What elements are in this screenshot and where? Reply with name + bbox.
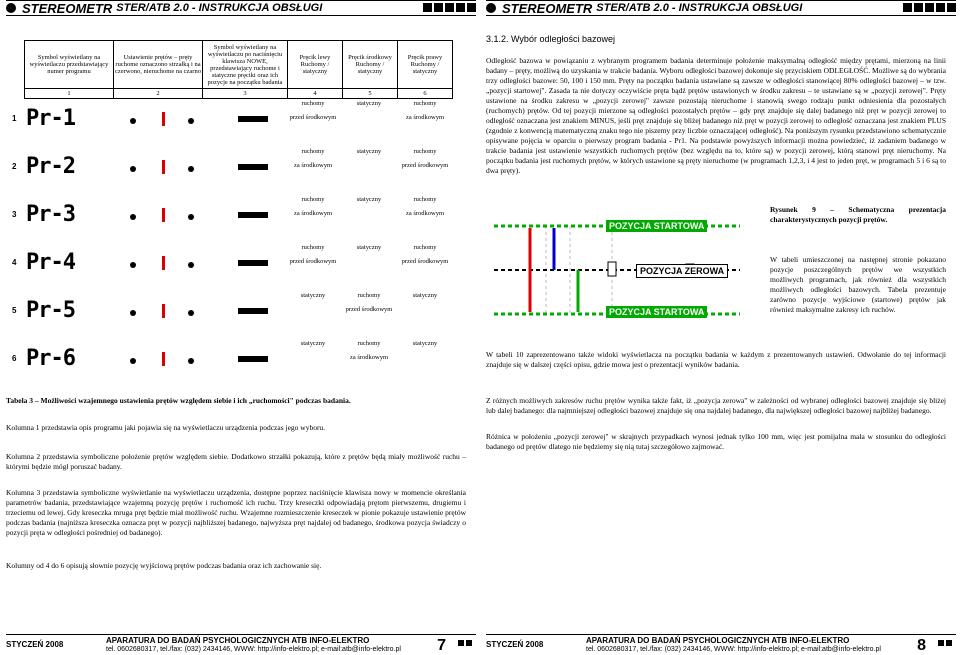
rod-marker — [188, 118, 194, 124]
footer-date: STYCZEŃ 2008 — [6, 640, 64, 649]
middle-pos: za środkowym — [349, 354, 389, 361]
rod-marker — [130, 118, 136, 124]
program-code: Pr-3 — [26, 202, 75, 227]
footer-squares-icon — [936, 640, 952, 648]
page-header — [6, 0, 476, 16]
right-page — [486, 0, 956, 655]
page-header — [486, 0, 956, 16]
row-number: 6 — [12, 354, 17, 363]
left-state: statyczny — [300, 292, 326, 299]
programs-table — [24, 40, 453, 99]
footer-contact: tel. 0602680317, tel./fax: (032) 2434146, WWW: http://info-elektro.pl; e-mail:atb@info-elektro.pl — [586, 646, 881, 653]
right-state: ruchomy — [413, 244, 437, 251]
right-pos: przed środkowym — [401, 162, 449, 169]
row-number: 5 — [12, 306, 17, 315]
label-start-bottom: POZYCJA STARTOWA — [606, 306, 707, 318]
col-num: 4 — [288, 89, 343, 99]
header-title: STEREOMETR — [22, 0, 113, 16]
rod-marker — [188, 310, 194, 316]
program-code: Pr-6 — [26, 346, 75, 371]
right-state: ruchomy — [413, 196, 437, 203]
table-row — [12, 288, 472, 336]
table-row — [12, 240, 472, 288]
left-pos: za środkowym — [293, 162, 333, 169]
header-subtitle: STER/ATB 2.0 - INSTRUKCJA OBSŁUGI — [116, 2, 323, 14]
header-squares-icon — [901, 0, 956, 17]
label-start-top: POZYCJA STARTOWA — [606, 220, 707, 232]
left-pos: przed środkowym — [289, 114, 337, 121]
display-bar — [238, 116, 268, 122]
table-row — [12, 192, 472, 240]
col-num: 2 — [114, 89, 203, 99]
col6-header: Pręcik prawy Ruchomy / statyczny — [398, 41, 453, 89]
label-zero: POZYCJA ZEROWA — [636, 264, 728, 278]
bullet-icon — [6, 3, 16, 13]
footer-company: APARATURA DO BADAŃ PSYCHOLOGICZNYCH ATB INFO-ELEKTRO — [586, 636, 850, 645]
col-num: 6 — [398, 89, 453, 99]
paragraph: Kolumna 1 przedstawia opis programu jaki pojawia się na wyświetlaczu urządzenia podczas jego wyboru. — [6, 423, 326, 432]
left-pos: za środkowym — [293, 210, 333, 217]
table-row — [12, 336, 472, 384]
left-state: ruchomy — [301, 244, 325, 251]
paragraph: Kolumna 3 przedstawia symboliczne wyświetlanie na wyświetlaczu urządzenia, dostępne poprzez naciśnięcie klawisza nowy w momencie określania parametrów badania, przedstawiające wzajemną pozycję prętów i ruchomość ich ruchu. Trzy kreseczki odpowiadają prętom pierwszemu, drugiemu i trzeciemu od lewej. Gdy kreseczka mruga pręt będzie miał możliwość ruchu. Wzajemne rozmieszczenie kreseczek w pionie pokazuje ustawienie prętów podczas badania (najniższa kreseczka oznacza pręt w pozycji najbliższej badanego, najwyższa pręt najdalej od badanego, środkowa pozycja świadczy o pozycji pręta w odległości pośredniej od badanego). — [6, 488, 466, 537]
right-pos: przed środkowym — [401, 258, 449, 265]
rod-marker — [130, 310, 136, 316]
col-num: 1 — [25, 89, 114, 99]
rod-marker — [162, 256, 165, 270]
rod-marker — [162, 160, 165, 174]
rod-marker — [130, 214, 136, 220]
row-number: 4 — [12, 258, 17, 267]
page-footer — [486, 634, 956, 655]
right-state: ruchomy — [413, 148, 437, 155]
col3-header: Symbol wyświetlany na wyświetlaczu po naciśnięciu klawisza NOWE, przedstawiający ruchome i statyczne pręciki oraz ich pozycje na początku badania — [203, 41, 288, 89]
right-pos: za środkowym — [405, 114, 445, 121]
page-number: 8 — [917, 637, 926, 654]
table-caption: Tabela 3 – Możliwości wzajemnego ustawienia prętów względem siebie i ich „ruchomości" podczas badania. — [6, 396, 351, 405]
table-row — [12, 96, 472, 144]
paragraph: Różnica w położeniu „pozycji zerowej" w skrajnych przypadkach wynosi jednak tylko 100 mm, więc jest pomijalna mała w stosunku do odległości badanego od prętów dlatego nie będziemy się nią tutaj szczegółowo zajmować. — [486, 432, 946, 451]
page-number: 7 — [437, 637, 446, 654]
header-squares-icon — [421, 0, 476, 17]
left-state: ruchomy — [301, 100, 325, 107]
paragraph: W tabeli 10 zaprezentowano także widoki wyświetlacza na początku badania w każdym z prezentowanych ustawień. Odwołanie do tej informacji znajduje się w dalszej części opisu, gdzie mowa jest o prezentacji wyników badania. — [486, 350, 946, 369]
display-bar — [238, 212, 268, 218]
right-pos: za środkowym — [405, 210, 445, 217]
paragraph: W tabeli umieszczonej na następnej stronie pokazano pozycje poszczególnych prętów we wszystkich możliwych programach, jak również dla wszystkich możliwych odległości bazowych. Tabela prezentuje zarówno pozycje wyjściowe (startowe) prętów jak również maksymalne zakresy ich ruchów. — [770, 255, 946, 314]
col-num: 5 — [343, 89, 398, 99]
middle-state: statyczny — [356, 244, 382, 251]
middle-state: statyczny — [356, 100, 382, 107]
left-pos: przed środkowym — [289, 258, 337, 265]
footer-company: APARATURA DO BADAŃ PSYCHOLOGICZNYCH ATB INFO-ELEKTRO — [106, 636, 370, 645]
rod-marker — [162, 208, 165, 222]
rod-marker — [130, 166, 136, 172]
display-bar — [238, 260, 268, 266]
rod-marker — [188, 166, 194, 172]
right-state: statyczny — [412, 292, 438, 299]
middle-pos: przed środkowym — [345, 306, 393, 313]
rod-marker — [188, 358, 194, 364]
row-number: 3 — [12, 210, 17, 219]
footer-date: STYCZEŃ 2008 — [486, 640, 544, 649]
display-bar — [238, 356, 268, 362]
footer-contact: tel. 0602680317, tel./fax: (032) 2434146, WWW: http://info-elektro.pl; e-mail:atb@info-elektro.pl — [106, 646, 401, 653]
program-code: Pr-5 — [26, 298, 75, 323]
figure-caption: Rysunek 9 – Schematyczna prezentacja charakterystycznych pozycji prętów. — [770, 205, 946, 224]
rod-marker — [130, 358, 136, 364]
table-row — [12, 144, 472, 192]
paragraph: Kolumny od 4 do 6 opisują słownie pozycję wyjściową prętów podczas badania oraz ich zachowanie się. — [6, 561, 322, 570]
right-state: statyczny — [412, 340, 438, 347]
rod-marker — [188, 214, 194, 220]
bullet-icon — [486, 3, 496, 13]
header-title: STEREOMETR — [502, 0, 593, 16]
left-state: statyczny — [300, 340, 326, 347]
display-bar — [238, 164, 268, 170]
row-number: 1 — [12, 114, 17, 123]
middle-state: statyczny — [356, 148, 382, 155]
paragraph: Odległość bazowa w powiązaniu z wybranym programem badania determinuje położenie maksymalną odległość między prętami, mierzoną na linii badany – pręty, możliwą do uzyskania w trakcie badania. Wyboru odległości bazowej dokonuje się przyciskiem ODLEGŁOŚĆ. Możliwe są do wybrania trzy odległości bazowe: 50, 100 i 150 mm. Pręty na początku badania ustawiane są zawsze w odległości stanowiącej 80% odległości bazowej – w tzw. „pozycji startowej". Zasada ta nie dotyczy oczywiście pręta bądź prętów ustawionych w środku zakresu – te ustawiane są w „pozycji zerowej". Pręty ustawione na środku zakresu w „pozycji zerowej" zawsze pozostają nieruchome i stanowią swego rodzaju punkt odniesienia dla pozostałych (ruchomych) prętów. Od tej pozycji mierzone są odległości pozostałych prętów – gdy pręt znajduje się dalej badanego niż pręt w pozycji zerowej to odległość oznaczana jest znakiem MINUS, jeśli pręt znajduje się bliżej badanego niż pręt w pozycji zerowej to odległość oznaczana jest znakiem PLUS (zgodnie z konwencją matematyczną znaku tego nie piszemy przy liczbie oznaczającej odległość). Na poniższym rysunku przedstawiono schematycznie opisywane pojęcia w oparciu o pierwszy program badania - Pr1. Na podstawie powyższych informacji można powiedzieć, iż zadaniem badanego w trakcie badania jest ustawienie wszystkich ruchomych prętów (bez względu na to, które są) w pozycji zerowej, którą stanowi pręt nieruchomy. Na początku badania jest ruchomych prętów, w których ustawione są pręty nieruchome (w programach 1,2,3, i 4 jest to jeden pręt, w programach 5 i 6 są to dwa pręty). — [486, 56, 946, 175]
paragraph: Kolumna 2 przedstawia symboliczne położenie prętów względem siebie. Dodatkowo strzałki pokazują, które z prętów będą miały możliwość ruchu – którymi będzie mógł poruszać badany. — [6, 452, 466, 471]
left-state: ruchomy — [301, 148, 325, 155]
col-num: 3 — [203, 89, 288, 99]
middle-state: ruchomy — [357, 340, 381, 347]
left-state: ruchomy — [301, 196, 325, 203]
col1-header: Symbol wyświetlany na wyświetlaczu przedstawiający numer programu — [25, 41, 114, 89]
middle-state: ruchomy — [357, 292, 381, 299]
middle-state: statyczny — [356, 196, 382, 203]
left-page — [6, 0, 476, 655]
header-subtitle: STER/ATB 2.0 - INSTRUKCJA OBSŁUGI — [596, 2, 803, 14]
page-footer — [6, 634, 476, 655]
rod-marker — [162, 352, 165, 366]
rod-marker — [162, 112, 165, 126]
section-heading: 3.1.2. Wybór odległości bazowej — [486, 34, 615, 44]
program-code: Pr-4 — [26, 250, 75, 275]
paragraph: Z różnych możliwych zakresów ruchu prętów wynika także fakt, iż „pozycja zerowa" w zależności od wybranej odległości bazowej znajduje się bliżej lub dalej badanego: dla najmniejszej odległości bazowej znajduje się ona najdalej badanego, dla największej odległości bazowej najbliżej badanego. — [486, 396, 946, 415]
program-code: Pr-1 — [26, 106, 75, 131]
col5-header: Pręcik środkowy Ruchomy / statyczny — [343, 41, 398, 89]
footer-squares-icon — [456, 640, 472, 648]
rod-marker — [130, 262, 136, 268]
col2-header: Ustawienie prętów – pręty ruchome oznaczono strzałką i na czerwono, nieruchome na czarno — [114, 41, 203, 89]
rod-marker — [188, 262, 194, 268]
display-bar — [238, 308, 268, 314]
rod-marker — [162, 304, 165, 318]
right-state: ruchomy — [413, 100, 437, 107]
program-code: Pr-2 — [26, 154, 75, 179]
row-number: 2 — [12, 162, 17, 171]
col4-header: Pręcik lewy Ruchomy / statyczny — [288, 41, 343, 89]
